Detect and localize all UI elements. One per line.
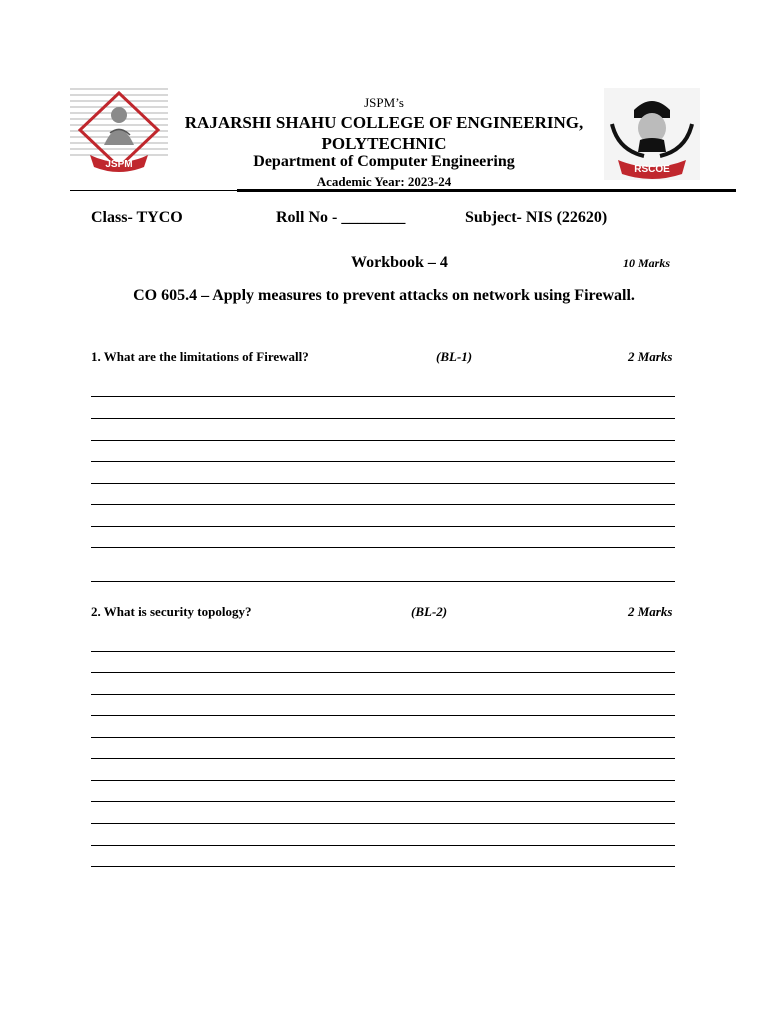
header-divider-thick [237, 189, 736, 192]
answer-line[interactable] [91, 845, 675, 846]
college-name [0, 112, 768, 154]
answer-line[interactable] [91, 758, 675, 759]
answer-line[interactable] [91, 715, 675, 716]
question-1-bloom-level: (BL-1) [436, 349, 473, 364]
answer-line[interactable] [91, 547, 675, 548]
answer-line[interactable] [91, 483, 675, 484]
subject-label: Subject- NIS (22620) [465, 209, 608, 226]
answer-line[interactable] [91, 396, 675, 397]
question-2-bloom-level: (BL-2) [411, 604, 448, 619]
question-1-marks: 2 Marks [628, 349, 673, 364]
answer-line[interactable] [91, 737, 675, 738]
rscoe-logo-label: RSCOE [634, 164, 670, 175]
course-outcome: CO 605.4 – Apply measures to prevent attacks on network using Firewall. [133, 287, 635, 304]
department-name: Department of Computer Engineering [253, 153, 515, 170]
answer-line[interactable] [91, 581, 675, 582]
class-label: Class- TYCO [91, 209, 183, 226]
answer-line[interactable] [91, 780, 675, 781]
answer-line[interactable] [91, 672, 675, 673]
question-1-text: 1. What are the limitations of Firewall? [91, 349, 309, 364]
answer-line[interactable] [91, 418, 675, 419]
jspm-logo-label: JSPM [105, 159, 133, 170]
org-name: JSPM’s [364, 95, 404, 110]
answer-line[interactable] [91, 504, 675, 505]
workbook-title: Workbook – 4 [351, 254, 448, 271]
college-name-line2: POLYTECHNIC [321, 134, 447, 153]
roll-no-field: Roll No - ________ [276, 209, 406, 226]
total-marks: 10 Marks [623, 256, 671, 270]
header-divider-thin [70, 190, 237, 191]
answer-line[interactable] [91, 651, 675, 652]
answer-line[interactable] [91, 526, 675, 527]
college-name-line1: RAJARSHI SHAHU COLLEGE OF ENGINEERING, [184, 113, 584, 132]
answer-line[interactable] [91, 694, 675, 695]
answer-line[interactable] [91, 461, 675, 462]
academic-year: Academic Year: 2023-24 [316, 174, 452, 189]
answer-line[interactable] [91, 823, 675, 824]
answer-line[interactable] [91, 801, 675, 802]
question-2-text: 2. What is security topology? [91, 604, 252, 619]
question-2-marks: 2 Marks [628, 604, 673, 619]
answer-line[interactable] [91, 440, 675, 441]
answer-line[interactable] [91, 866, 675, 867]
